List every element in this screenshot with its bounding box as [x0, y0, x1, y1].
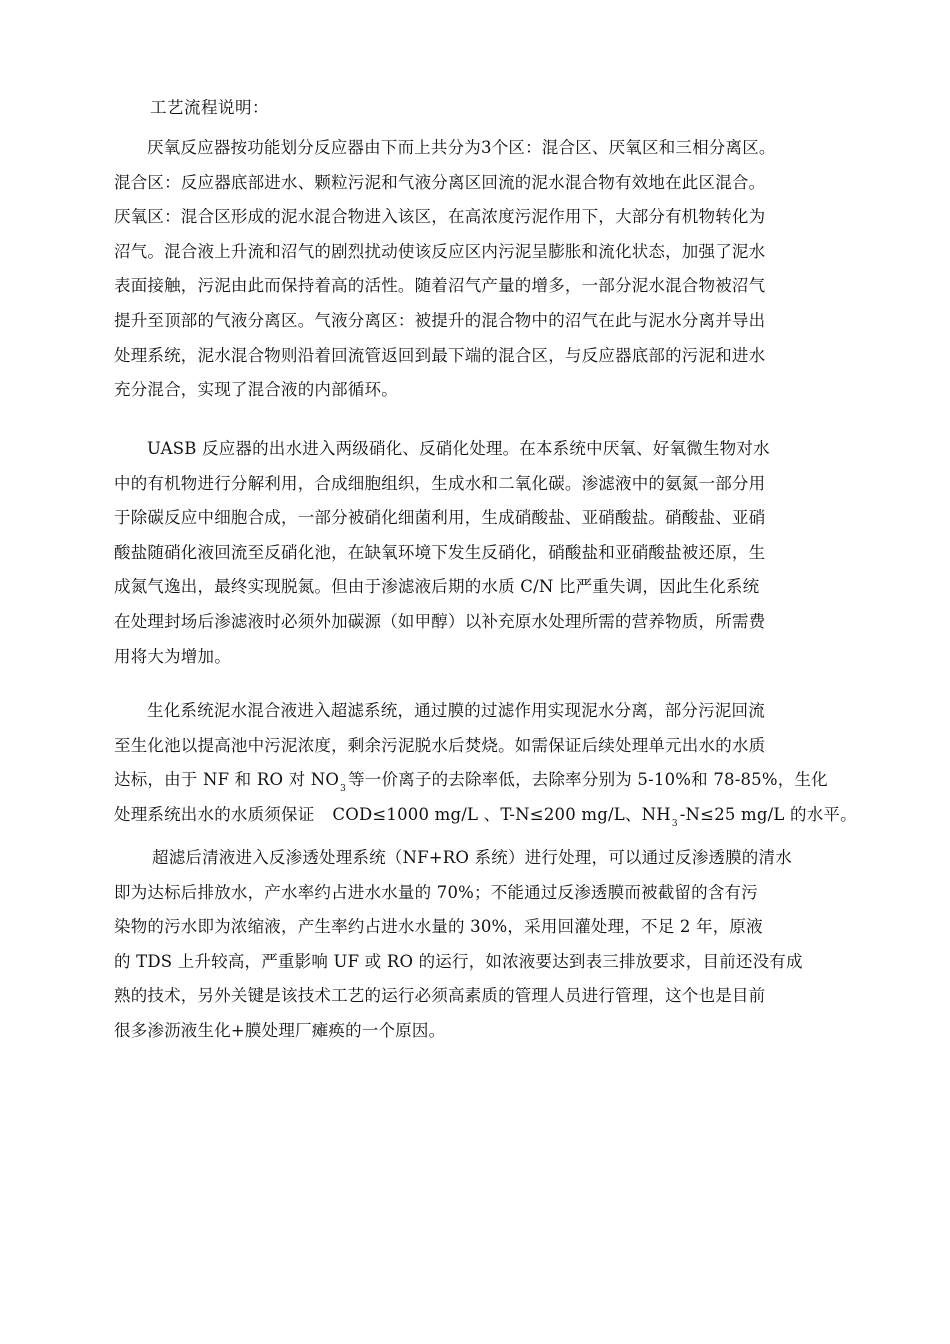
paragraph-line: 处理系统出水的水质须保证 COD≤1000 mg/L 、T-N≤200 mg/L、$NH_3$ -N≤25 mg/L 的水平。	[114, 804, 857, 829]
paragraph-reverse-osmosis	[114, 841, 852, 1049]
paragraph-line: 厌氧反应器按功能划分反应器由下而上共分为3个区：混合区、厌氧区和三相分离区。	[147, 138, 776, 157]
paragraph-line: 表面接触，污泥由此而保持着高的活性。随着沼气产量的增多，一部分泥水混合物被沼气	[114, 276, 766, 296]
paragraph-line: 达标，由于 NF 和 RO 对 $NO_3$ 等一价离子的去除率低，去除率分别为 5-10%和 78-85%，生化	[114, 770, 828, 795]
paragraph-line: 至生化池以提高池中污泥浓度，剩余污泥脱水后焚烧。如需保证后续处理单元出水的水质	[114, 735, 766, 755]
paragraph-ultrafiltration	[114, 694, 857, 832]
paragraph-line: 在处理封场后渗滤液时必须外加碳源（如甲醇）以补充原水处理所需的营养物质，所需费	[114, 611, 766, 631]
paragraph-line: 混合区：反应器底部进水、颗粒污泥和气液分离区回流的泥水混合物有效地在此区混合。	[114, 172, 766, 192]
paragraph-line: 即为达标后排放水，产水率约占进水水量的 70%；不能通过反渗透膜而被截留的含有污	[114, 882, 758, 902]
paragraph-line: 用将大为增加。	[114, 646, 231, 666]
paragraph-line: 熟的技术，另外关键是该技术工艺的运行必须高素质的管理人员进行管理，这个也是目前	[114, 986, 766, 1006]
paragraph-anaerobic-reactor	[114, 131, 852, 408]
paragraph-line: 染物的污水即为浓缩液，产生率约占进水水量的 30%，采用回灌处理，不足 2 年，原液	[114, 917, 763, 937]
paragraph-line: 酸盐随硝化液回流至反硝化池，在缺氧环境下发生反硝化，硝酸盐和亚硝酸盐被还原，生	[114, 542, 766, 562]
paragraph-uasb-nitrification	[114, 432, 852, 674]
paragraph-line: 处理系统，泥水混合物则沿着回流管返回到最下端的混合区，与反应器底部的污泥和进水	[114, 345, 766, 365]
subscript: 3	[671, 818, 678, 829]
paragraph-line: UASB 反应器的出水进入两级硝化、反硝化处理。在本系统中厌氧、好氧微生物对水	[147, 439, 770, 458]
section-heading: 工艺流程说明：	[150, 98, 269, 117]
paragraph-line: 厌氧区：混合区形成的泥水混合物进入该区，在高浓度污泥作用下，大部分有机物转化为	[114, 207, 766, 227]
paragraph-line: 很多渗沥液生化+膜处理厂瘫痪的一个原因。	[114, 1020, 446, 1040]
paragraph-line: 沼气。混合液上升流和沼气的剧烈扰动使该反应区内污泥呈膨胀和流化状态，加强了泥水	[114, 241, 766, 261]
paragraph-line: 提升至顶部的气液分离区。气液分离区：被提升的混合物中的沼气在此与泥水分离并导出	[114, 310, 766, 330]
paragraph-line: 生化系统泥水混合液进入超滤系统，通过膜的过滤作用实现泥水分离，部分污泥回流	[147, 701, 765, 720]
paragraph-line: 中的有机物进行分解利用，合成细胞组织，生成水和二氧化碳。渗滤液中的氨氮一部分用	[114, 473, 766, 493]
paragraph-line: 于除碳反应中细胞合成，一部分被硝化细菌利用，生成硝酸盐、亚硝酸盐。硝酸盐、亚硝	[114, 508, 766, 528]
paragraph-line: 超滤后清液进入反渗透处理系统（NF+RO 系统）进行处理，可以通过反渗透膜的清水	[152, 848, 792, 867]
subscript: 3	[340, 784, 347, 795]
paragraph-line: 充分混合，实现了混合液的内部循环。	[114, 380, 398, 400]
paragraph-line: 的 TDS 上升较高，严重影响 UF 或 RO 的运行，如浓液要达到表三排放要求，目前还没有成	[114, 951, 803, 971]
paragraph-line: 成氮气逸出，最终实现脱氮。但由于渗滤液后期的水质 C/N 比严重失调，因此生化系统	[114, 577, 760, 597]
